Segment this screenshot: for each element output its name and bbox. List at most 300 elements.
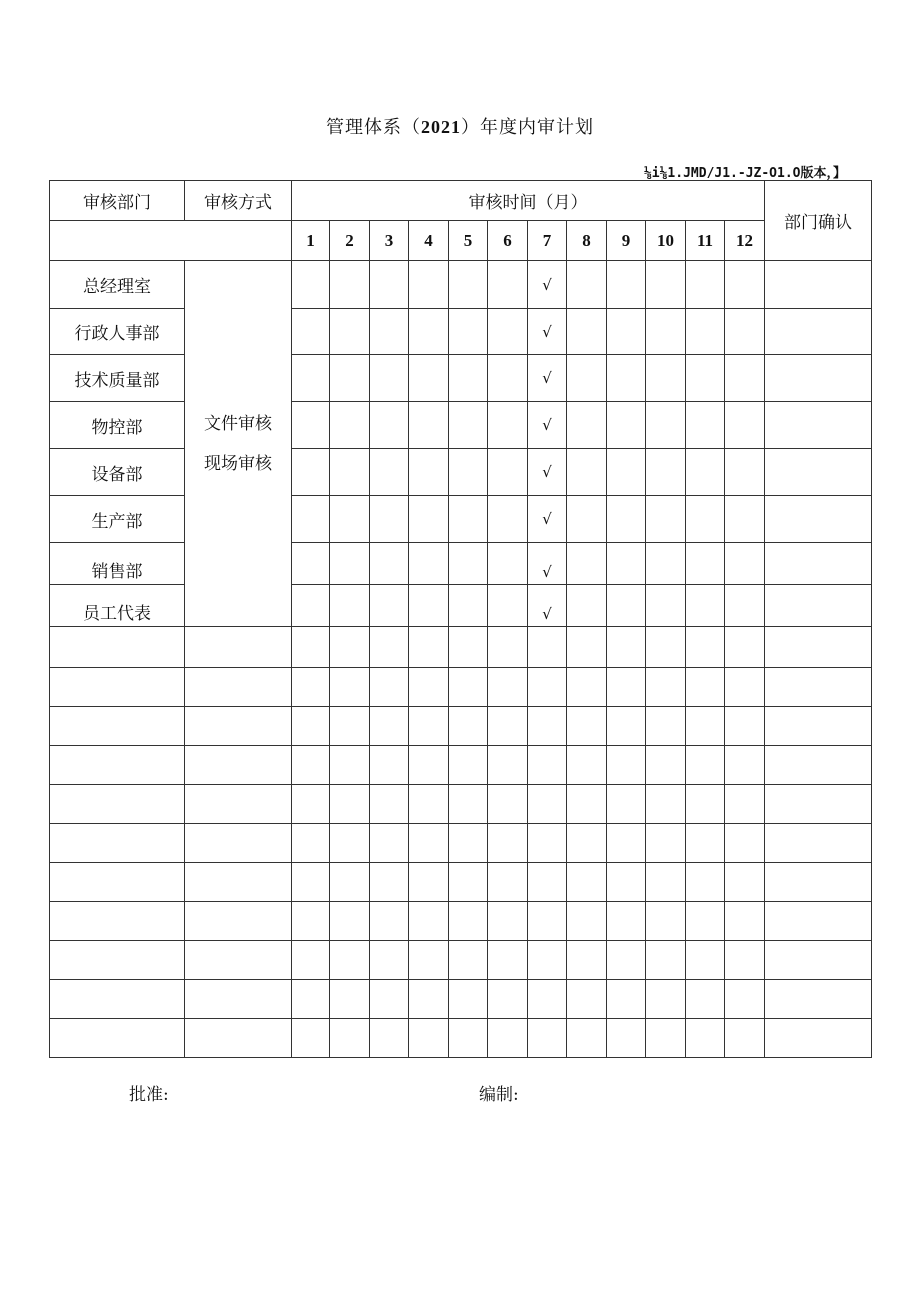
month-cell[interactable]: [370, 668, 409, 707]
month-cell[interactable]: [567, 402, 607, 449]
month-cell[interactable]: [686, 449, 725, 496]
month-cell[interactable]: [449, 261, 488, 309]
audit-method-cell[interactable]: [185, 627, 292, 668]
month-cell[interactable]: [607, 1019, 646, 1058]
month-cell[interactable]: [409, 496, 449, 543]
department-cell[interactable]: [50, 824, 185, 863]
dept-confirm-cell[interactable]: [765, 261, 872, 309]
month-cell[interactable]: [725, 627, 765, 668]
month-cell[interactable]: [370, 980, 409, 1019]
department-cell[interactable]: [50, 941, 185, 980]
month-cell[interactable]: [409, 355, 449, 402]
month-cell[interactable]: [292, 902, 330, 941]
month-cell[interactable]: [330, 496, 370, 543]
month-cell[interactable]: [646, 863, 686, 902]
month-cell[interactable]: [449, 902, 488, 941]
month-cell[interactable]: [607, 355, 646, 402]
month-header: 5: [449, 221, 488, 261]
month-cell[interactable]: [686, 355, 725, 402]
month-cell[interactable]: [725, 496, 765, 543]
month-cell[interactable]: [292, 309, 330, 355]
month-cell[interactable]: [409, 941, 449, 980]
month-cell[interactable]: [646, 1019, 686, 1058]
month-cell[interactable]: [528, 449, 567, 496]
month-cell[interactable]: [292, 627, 330, 668]
check-mark: √: [542, 563, 552, 581]
month-cell[interactable]: [292, 863, 330, 902]
month-cell[interactable]: [686, 402, 725, 449]
month-cell[interactable]: [646, 261, 686, 309]
month-cell[interactable]: [370, 355, 409, 402]
audit-method-cell[interactable]: [185, 707, 292, 746]
department-cell: 总经理室: [50, 261, 185, 309]
department-cell[interactable]: [50, 902, 185, 941]
month-cell[interactable]: [449, 785, 488, 824]
department-cell[interactable]: [50, 1019, 185, 1058]
dept-confirm-cell[interactable]: [765, 824, 872, 863]
month-cell[interactable]: [607, 449, 646, 496]
month-cell[interactable]: [330, 941, 370, 980]
month-cell[interactable]: [646, 941, 686, 980]
month-cell[interactable]: [370, 449, 409, 496]
month-cell[interactable]: [449, 980, 488, 1019]
month-cell[interactable]: [528, 1019, 567, 1058]
month-cell[interactable]: [370, 863, 409, 902]
check-mark: √: [542, 322, 552, 341]
audit-method-cell[interactable]: [185, 980, 292, 1019]
empty-row: [50, 1019, 872, 1058]
month-cell[interactable]: [409, 402, 449, 449]
month-cell[interactable]: [370, 309, 409, 355]
month-cell[interactable]: [607, 309, 646, 355]
month-cell[interactable]: [488, 668, 528, 707]
month-cell[interactable]: [330, 980, 370, 1019]
month-cell[interactable]: [567, 585, 607, 627]
month-cell[interactable]: [528, 627, 567, 668]
month-cell[interactable]: [488, 746, 528, 785]
header-audit-time: 审核时间（月）: [292, 181, 765, 221]
month-cell[interactable]: [686, 543, 725, 585]
month-cell[interactable]: [449, 707, 488, 746]
table-row: [50, 449, 872, 496]
month-cell[interactable]: [725, 746, 765, 785]
audit-method-cell[interactable]: [185, 746, 292, 785]
month-cell[interactable]: [409, 785, 449, 824]
month-cell[interactable]: [330, 707, 370, 746]
month-cell[interactable]: [567, 627, 607, 668]
month-cell[interactable]: [370, 1019, 409, 1058]
month-cell[interactable]: [686, 309, 725, 355]
month-cell[interactable]: [686, 1019, 725, 1058]
month-cell[interactable]: [725, 355, 765, 402]
month-cell[interactable]: [646, 746, 686, 785]
month-cell[interactable]: [370, 543, 409, 585]
month-cell[interactable]: [646, 309, 686, 355]
month-cell[interactable]: [686, 746, 725, 785]
month-cell[interactable]: [292, 1019, 330, 1058]
month-cell[interactable]: [488, 585, 528, 627]
month-cell[interactable]: [528, 355, 567, 402]
month-cell[interactable]: [449, 627, 488, 668]
month-cell[interactable]: [292, 402, 330, 449]
audit-method-cell[interactable]: [185, 824, 292, 863]
month-cell[interactable]: [607, 941, 646, 980]
month-header: 2: [330, 221, 370, 261]
month-cell[interactable]: [488, 902, 528, 941]
month-header: 3: [370, 221, 409, 261]
month-cell[interactable]: [607, 863, 646, 902]
month-cell[interactable]: [370, 941, 409, 980]
month-cell[interactable]: [646, 668, 686, 707]
month-cell[interactable]: [686, 824, 725, 863]
audit-method-cell[interactable]: [185, 902, 292, 941]
month-cell[interactable]: [330, 261, 370, 309]
month-cell[interactable]: [370, 261, 409, 309]
month-cell[interactable]: [488, 543, 528, 585]
month-cell[interactable]: [725, 707, 765, 746]
month-cell[interactable]: [725, 785, 765, 824]
month-cell[interactable]: [528, 309, 567, 355]
dept-confirm-cell[interactable]: [765, 585, 872, 627]
month-cell[interactable]: [686, 496, 725, 543]
month-cell[interactable]: [646, 402, 686, 449]
month-cell[interactable]: [409, 585, 449, 627]
table-row: [50, 543, 872, 585]
month-cell[interactable]: [409, 449, 449, 496]
month-cell[interactable]: [409, 261, 449, 309]
month-cell[interactable]: [370, 785, 409, 824]
month-cell[interactable]: [567, 746, 607, 785]
month-cell[interactable]: [488, 261, 528, 309]
month-cell[interactable]: [686, 863, 725, 902]
month-cell[interactable]: [528, 785, 567, 824]
month-header: 4: [409, 221, 449, 261]
month-cell[interactable]: [292, 449, 330, 496]
department-cell[interactable]: [50, 668, 185, 707]
month-cell[interactable]: [686, 585, 725, 627]
month-cell[interactable]: [686, 902, 725, 941]
month-cell[interactable]: [330, 449, 370, 496]
month-cell[interactable]: [646, 585, 686, 627]
month-cell[interactable]: [370, 746, 409, 785]
month-cell[interactable]: [449, 496, 488, 543]
month-cell[interactable]: [607, 824, 646, 863]
month-cell[interactable]: [725, 941, 765, 980]
month-cell[interactable]: [725, 980, 765, 1019]
month-cell[interactable]: [449, 746, 488, 785]
month-cell[interactable]: [567, 707, 607, 746]
month-cell[interactable]: [330, 902, 370, 941]
month-cell[interactable]: [686, 980, 725, 1019]
dept-confirm-cell[interactable]: [765, 627, 872, 668]
month-cell[interactable]: [488, 1019, 528, 1058]
month-cell[interactable]: [449, 543, 488, 585]
month-cell[interactable]: [292, 543, 330, 585]
page-title: 管理体系（2021）年度内审计划: [326, 117, 594, 138]
month-cell[interactable]: [725, 309, 765, 355]
month-cell[interactable]: [292, 355, 330, 402]
document-code: ⅛i⅛1.JMD/J1.-JZ-O1.O版本，】: [643, 166, 846, 181]
audit-method-cell[interactable]: [185, 941, 292, 980]
month-cell[interactable]: [409, 746, 449, 785]
dept-confirm-cell[interactable]: [765, 402, 872, 449]
month-header: 7: [528, 221, 567, 261]
month-cell[interactable]: [686, 785, 725, 824]
month-cell[interactable]: [449, 585, 488, 627]
month-cell[interactable]: [607, 785, 646, 824]
month-cell[interactable]: [330, 785, 370, 824]
dept-confirm-cell[interactable]: [765, 1019, 872, 1058]
audit-method-cell: [185, 261, 292, 627]
month-cell[interactable]: [686, 941, 725, 980]
month-cell[interactable]: [449, 449, 488, 496]
month-cell[interactable]: [528, 402, 567, 449]
month-cell[interactable]: [725, 824, 765, 863]
month-cell[interactable]: [488, 863, 528, 902]
dept-confirm-cell[interactable]: [765, 309, 872, 355]
month-cell[interactable]: [725, 543, 765, 585]
dept-confirm-cell[interactable]: [765, 902, 872, 941]
dept-confirm-cell[interactable]: [765, 941, 872, 980]
month-cell[interactable]: [607, 402, 646, 449]
month-cell[interactable]: [409, 543, 449, 585]
month-cell[interactable]: [646, 355, 686, 402]
month-cell[interactable]: [567, 496, 607, 543]
month-cell[interactable]: [292, 824, 330, 863]
month-cell[interactable]: [292, 496, 330, 543]
month-cell[interactable]: [646, 449, 686, 496]
department-cell: 员工代表: [50, 585, 185, 627]
dept-confirm-cell[interactable]: [765, 785, 872, 824]
month-cell[interactable]: [646, 980, 686, 1019]
month-cell[interactable]: [370, 627, 409, 668]
month-cell[interactable]: [330, 309, 370, 355]
month-cell[interactable]: [449, 1019, 488, 1058]
month-header: 10: [646, 221, 686, 261]
month-cell[interactable]: [528, 863, 567, 902]
dept-confirm-cell[interactable]: [765, 543, 872, 585]
month-cell[interactable]: [330, 863, 370, 902]
month-cell[interactable]: [646, 543, 686, 585]
month-cell[interactable]: [567, 785, 607, 824]
month-cell[interactable]: [725, 261, 765, 309]
audit-method-cell[interactable]: [185, 668, 292, 707]
month-cell[interactable]: [528, 746, 567, 785]
month-cell[interactable]: [528, 261, 567, 309]
month-cell[interactable]: [488, 627, 528, 668]
month-cell[interactable]: [607, 496, 646, 543]
month-cell[interactable]: [646, 785, 686, 824]
month-cell[interactable]: [725, 668, 765, 707]
month-cell[interactable]: [607, 627, 646, 668]
month-cell[interactable]: [567, 863, 607, 902]
month-cell[interactable]: [330, 355, 370, 402]
month-cell[interactable]: [528, 824, 567, 863]
month-cell[interactable]: [449, 668, 488, 707]
month-header: 1: [292, 221, 330, 261]
department-cell[interactable]: [50, 707, 185, 746]
dept-confirm-cell[interactable]: [765, 449, 872, 496]
month-cell[interactable]: [488, 355, 528, 402]
month-cell[interactable]: [488, 980, 528, 1019]
month-cell[interactable]: [292, 668, 330, 707]
month-cell[interactable]: [607, 746, 646, 785]
department-cell[interactable]: [50, 746, 185, 785]
table-row: [50, 261, 872, 309]
month-cell[interactable]: [488, 824, 528, 863]
month-cell[interactable]: [567, 980, 607, 1019]
month-cell[interactable]: [292, 707, 330, 746]
month-cell[interactable]: [528, 668, 567, 707]
month-cell[interactable]: [292, 585, 330, 627]
month-cell[interactable]: [567, 309, 607, 355]
month-cell[interactable]: [330, 668, 370, 707]
month-cell[interactable]: [409, 627, 449, 668]
month-cell[interactable]: [330, 627, 370, 668]
month-cell[interactable]: [607, 585, 646, 627]
check-mark: √: [542, 463, 552, 481]
month-cell[interactable]: [725, 902, 765, 941]
month-cell[interactable]: [409, 824, 449, 863]
dept-confirm-cell[interactable]: [765, 863, 872, 902]
month-cell[interactable]: [567, 668, 607, 707]
dept-confirm-cell[interactable]: [765, 355, 872, 402]
month-cell[interactable]: [607, 980, 646, 1019]
month-cell[interactable]: [409, 863, 449, 902]
month-cell[interactable]: [528, 543, 567, 585]
month-cell[interactable]: [330, 585, 370, 627]
month-cell[interactable]: [528, 980, 567, 1019]
empty-row: [50, 707, 872, 746]
month-cell[interactable]: [528, 707, 567, 746]
month-header: 11: [686, 221, 725, 261]
month-cell[interactable]: [725, 585, 765, 627]
month-cell[interactable]: [292, 785, 330, 824]
month-cell[interactable]: [370, 824, 409, 863]
month-cell[interactable]: [567, 543, 607, 585]
month-cell[interactable]: [567, 941, 607, 980]
month-cell[interactable]: [528, 902, 567, 941]
month-cell[interactable]: [646, 824, 686, 863]
month-cell[interactable]: [449, 863, 488, 902]
month-cell[interactable]: [686, 261, 725, 309]
month-cell[interactable]: [370, 707, 409, 746]
department-cell[interactable]: [50, 863, 185, 902]
month-cell[interactable]: [646, 627, 686, 668]
check-mark: √: [542, 605, 552, 623]
month-cell[interactable]: [370, 496, 409, 543]
audit-method-label: 现场审核: [204, 453, 272, 474]
month-cell[interactable]: [488, 309, 528, 355]
month-cell[interactable]: [409, 1019, 449, 1058]
month-cell[interactable]: [725, 402, 765, 449]
month-cell[interactable]: [488, 496, 528, 543]
department-cell: 生产部: [50, 496, 185, 543]
month-cell[interactable]: [488, 941, 528, 980]
month-cell[interactable]: [449, 355, 488, 402]
month-cell[interactable]: [292, 980, 330, 1019]
month-cell[interactable]: [607, 902, 646, 941]
month-cell[interactable]: [567, 824, 607, 863]
month-cell[interactable]: [686, 627, 725, 668]
month-cell[interactable]: [567, 1019, 607, 1058]
month-cell[interactable]: [292, 941, 330, 980]
month-header: 9: [607, 221, 646, 261]
month-cell[interactable]: [409, 309, 449, 355]
month-cell[interactable]: [488, 707, 528, 746]
month-cell[interactable]: [725, 1019, 765, 1058]
month-cell[interactable]: [292, 261, 330, 309]
dept-confirm-cell[interactable]: [765, 707, 872, 746]
dept-confirm-cell[interactable]: [765, 668, 872, 707]
month-cell[interactable]: [449, 309, 488, 355]
month-cell[interactable]: [488, 785, 528, 824]
dept-confirm-cell[interactable]: [765, 746, 872, 785]
month-cell[interactable]: [330, 543, 370, 585]
month-cell[interactable]: [528, 496, 567, 543]
month-cell[interactable]: [409, 668, 449, 707]
check-mark: √: [542, 510, 552, 528]
month-cell[interactable]: [449, 941, 488, 980]
month-cell[interactable]: [370, 585, 409, 627]
month-cell[interactable]: [370, 902, 409, 941]
month-cell[interactable]: [646, 496, 686, 543]
month-cell[interactable]: [567, 355, 607, 402]
month-cell[interactable]: [686, 707, 725, 746]
month-cell[interactable]: [567, 449, 607, 496]
month-cell[interactable]: [607, 707, 646, 746]
month-cell[interactable]: [725, 863, 765, 902]
month-cell[interactable]: [646, 902, 686, 941]
month-cell[interactable]: [409, 707, 449, 746]
month-cell[interactable]: [646, 707, 686, 746]
month-cell[interactable]: [686, 668, 725, 707]
department-cell[interactable]: [50, 785, 185, 824]
month-cell[interactable]: [607, 668, 646, 707]
month-cell[interactable]: [409, 902, 449, 941]
month-cell[interactable]: [330, 402, 370, 449]
audit-method-cell[interactable]: [185, 863, 292, 902]
month-cell[interactable]: [409, 980, 449, 1019]
month-cell[interactable]: [449, 402, 488, 449]
month-cell[interactable]: [488, 402, 528, 449]
month-cell[interactable]: [528, 585, 567, 627]
month-cell[interactable]: [567, 902, 607, 941]
month-cell[interactable]: [725, 449, 765, 496]
audit-method-cell[interactable]: [185, 785, 292, 824]
month-cell[interactable]: [330, 1019, 370, 1058]
month-cell[interactable]: [330, 746, 370, 785]
month-cell[interactable]: [449, 824, 488, 863]
empty-row: [50, 824, 872, 863]
month-cell[interactable]: [528, 941, 567, 980]
month-cell[interactable]: [488, 449, 528, 496]
empty-row: [50, 668, 872, 707]
audit-method-cell[interactable]: [185, 1019, 292, 1058]
department-cell[interactable]: [50, 627, 185, 668]
table-row: [50, 496, 872, 543]
month-cell[interactable]: [567, 261, 607, 309]
dept-confirm-cell[interactable]: [765, 980, 872, 1019]
department-cell[interactable]: [50, 980, 185, 1019]
month-cell[interactable]: [370, 402, 409, 449]
month-cell[interactable]: [607, 543, 646, 585]
prepare-label: 编制:: [479, 1085, 519, 1105]
month-cell[interactable]: [330, 824, 370, 863]
month-cell[interactable]: [607, 261, 646, 309]
month-cell[interactable]: [292, 746, 330, 785]
dept-confirm-cell[interactable]: [765, 496, 872, 543]
